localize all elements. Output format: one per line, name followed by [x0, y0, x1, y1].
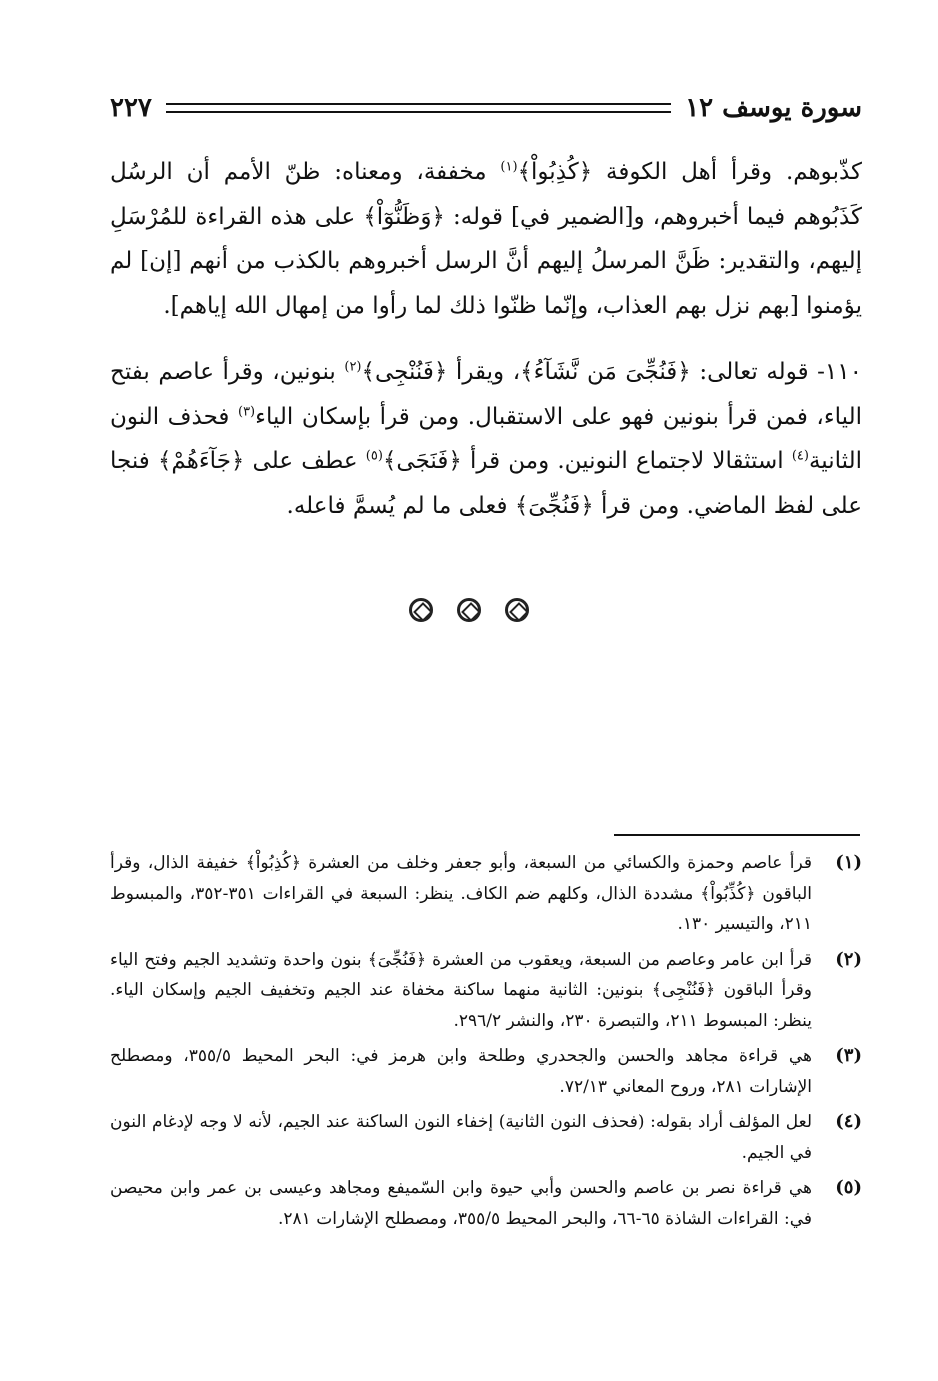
footnote-number: (١)	[835, 852, 862, 873]
text-run: فعلى ما لم يُسمَّ فاعله.	[286, 492, 515, 519]
footnote-text: قرأ عاصم وحمزة والكسائي من السبعة، وأبو جعفر وخلف من العشرة ﴿كُذِبُواْ﴾ خفيفة الذال، وقرأ الباقون ﴿كُذِّبُواْ﴾ مشددة الذال، وكلهم ضم الكاف. ينظر: السبعة في القراءات ٣٥١-٣٥٢، والمبسوط ٢١١، والتيسير ١٣٠.	[110, 853, 812, 934]
quran-quote: ﴿كُذِبُواْ﴾	[517, 159, 593, 185]
footnote-item	[110, 848, 862, 940]
footnote-item	[110, 1107, 862, 1168]
footnote-ref: (١)	[500, 159, 518, 175]
footnote-ref: (٢)	[344, 359, 362, 375]
footnote-ref: (٣)	[237, 403, 256, 419]
footnotes	[110, 848, 862, 1239]
footnote-item	[110, 1041, 862, 1102]
text-run: على هذه القراءة للمُرْسَلِ إليهم، والتقدير: ظَنَّ المرسلُ إليهم أنَّ الرسل أخبروهم بالكذب من أنهم [إن] لم يؤمنوا [بهم نزل بهم العذاب، وإنّما ظنّوا ذلك لما رأوا من إمهال الله إياهم].	[110, 203, 862, 319]
quran-quote: ﴿فَنُجِّىَ مَن نَّشَآءُ﴾	[520, 359, 691, 385]
footnote-number: (٣)	[835, 1045, 862, 1066]
footnote-text: لعل المؤلف أراد بقوله: (فحذف النون الثانية) إخفاء النون الساكنة عند الجيم، لأنه لا وجه لإدغام النون في الجيم.	[110, 1112, 812, 1163]
ornament-icon	[505, 598, 529, 622]
quran-quote: ﴿فَنُجِّىَ﴾	[514, 492, 594, 519]
text-run: فحذف النون الثانية	[110, 403, 862, 474]
footnote-text: هي قراءة نصر بن عاصم والحسن وأبي حيوة وابن السّميفع ومجاهد وعيسى بن عمر وابن محيصن في: القراءات الشاذة ٦٥-٦٦، والبحر المحيط ٣٥٥/٥، ومصطلح الإشارات ٢٨١.	[110, 1178, 812, 1229]
quran-quote: ﴿فَنُنْجِى﴾	[361, 359, 448, 385]
text-run: استثقالا لاجتماع النونين. ومن قرأ	[461, 448, 792, 474]
footnote-ref: (٥)	[365, 448, 383, 464]
header-rule	[166, 103, 671, 113]
page-number: ٢٢٧	[110, 93, 152, 123]
footnote-number: (٢)	[835, 948, 862, 970]
quran-quote: ﴿وَظَنُّوٓاْ﴾	[363, 203, 445, 230]
ornament-icon	[457, 598, 481, 622]
ornament-icon	[409, 598, 433, 622]
text-run: عطف على	[244, 448, 366, 474]
paragraph-1	[110, 150, 862, 328]
footnote-text: قرأ ابن عامر وعاصم من السبعة، ويعقوب من العشرة ﴿فَنُجِّىَ﴾ بنون واحدة وتشديد الجيم وفتح الياء وقرأ الباقون ﴿فَنُنْجِى﴾ بنونين: الثانية منهما ساكنة مخفاة عند الجيم وتخفيف الجيم وإسكان الياء. ينظر: المبسوط ٢١١، والتبصرة ٢٣٠، والنشر ٢٩٦/٢.	[110, 949, 812, 1031]
footnote-item	[110, 1173, 862, 1234]
paragraph-2	[110, 350, 862, 528]
footnote-text: هي قراءة مجاهد والحسن والجحدري وطلحة وابن هرمز في: البحر المحيط ٣٥٥/٥، ومصطلح الإشارات ٢٨١، وروح المعاني ٧٢/١٣.	[110, 1046, 812, 1097]
text-run: فنجا على لفظ الماضي. ومن قرأ	[110, 448, 862, 519]
page-header	[110, 88, 862, 128]
text-run: مخففة، ومعناه: ظنّ الأمم أن الرسُل كَذَبُوهم فيما أخبروهم، و[الضمير في] قوله:	[110, 159, 862, 230]
section-divider	[0, 598, 938, 622]
footnote-item	[110, 945, 862, 1037]
footnote-ref: (٤)	[791, 448, 809, 464]
quran-quote: ﴿جَآءَهُمْ﴾	[157, 448, 245, 474]
main-text	[110, 150, 862, 528]
text-run: بنونين، وقرأ عاصم بفتح الياء، فمن قرأ بنونين فهو على الاستقبال. ومن قرأ بإسكان الياء	[110, 359, 862, 430]
surah-title: سورة يوسف ١٢	[685, 93, 862, 123]
text-run: ، ويقرأ	[447, 359, 521, 385]
footnote-number: (٥)	[835, 1177, 862, 1198]
footnote-separator	[614, 834, 860, 836]
quran-quote: ﴿فَنَجَى﴾	[382, 448, 462, 474]
text-run: كذّبوهم. وقرأ أهل الكوفة	[592, 159, 862, 185]
footnote-number: (٤)	[835, 1111, 862, 1132]
text-run: ١١٠- قوله تعالى:	[690, 359, 862, 385]
